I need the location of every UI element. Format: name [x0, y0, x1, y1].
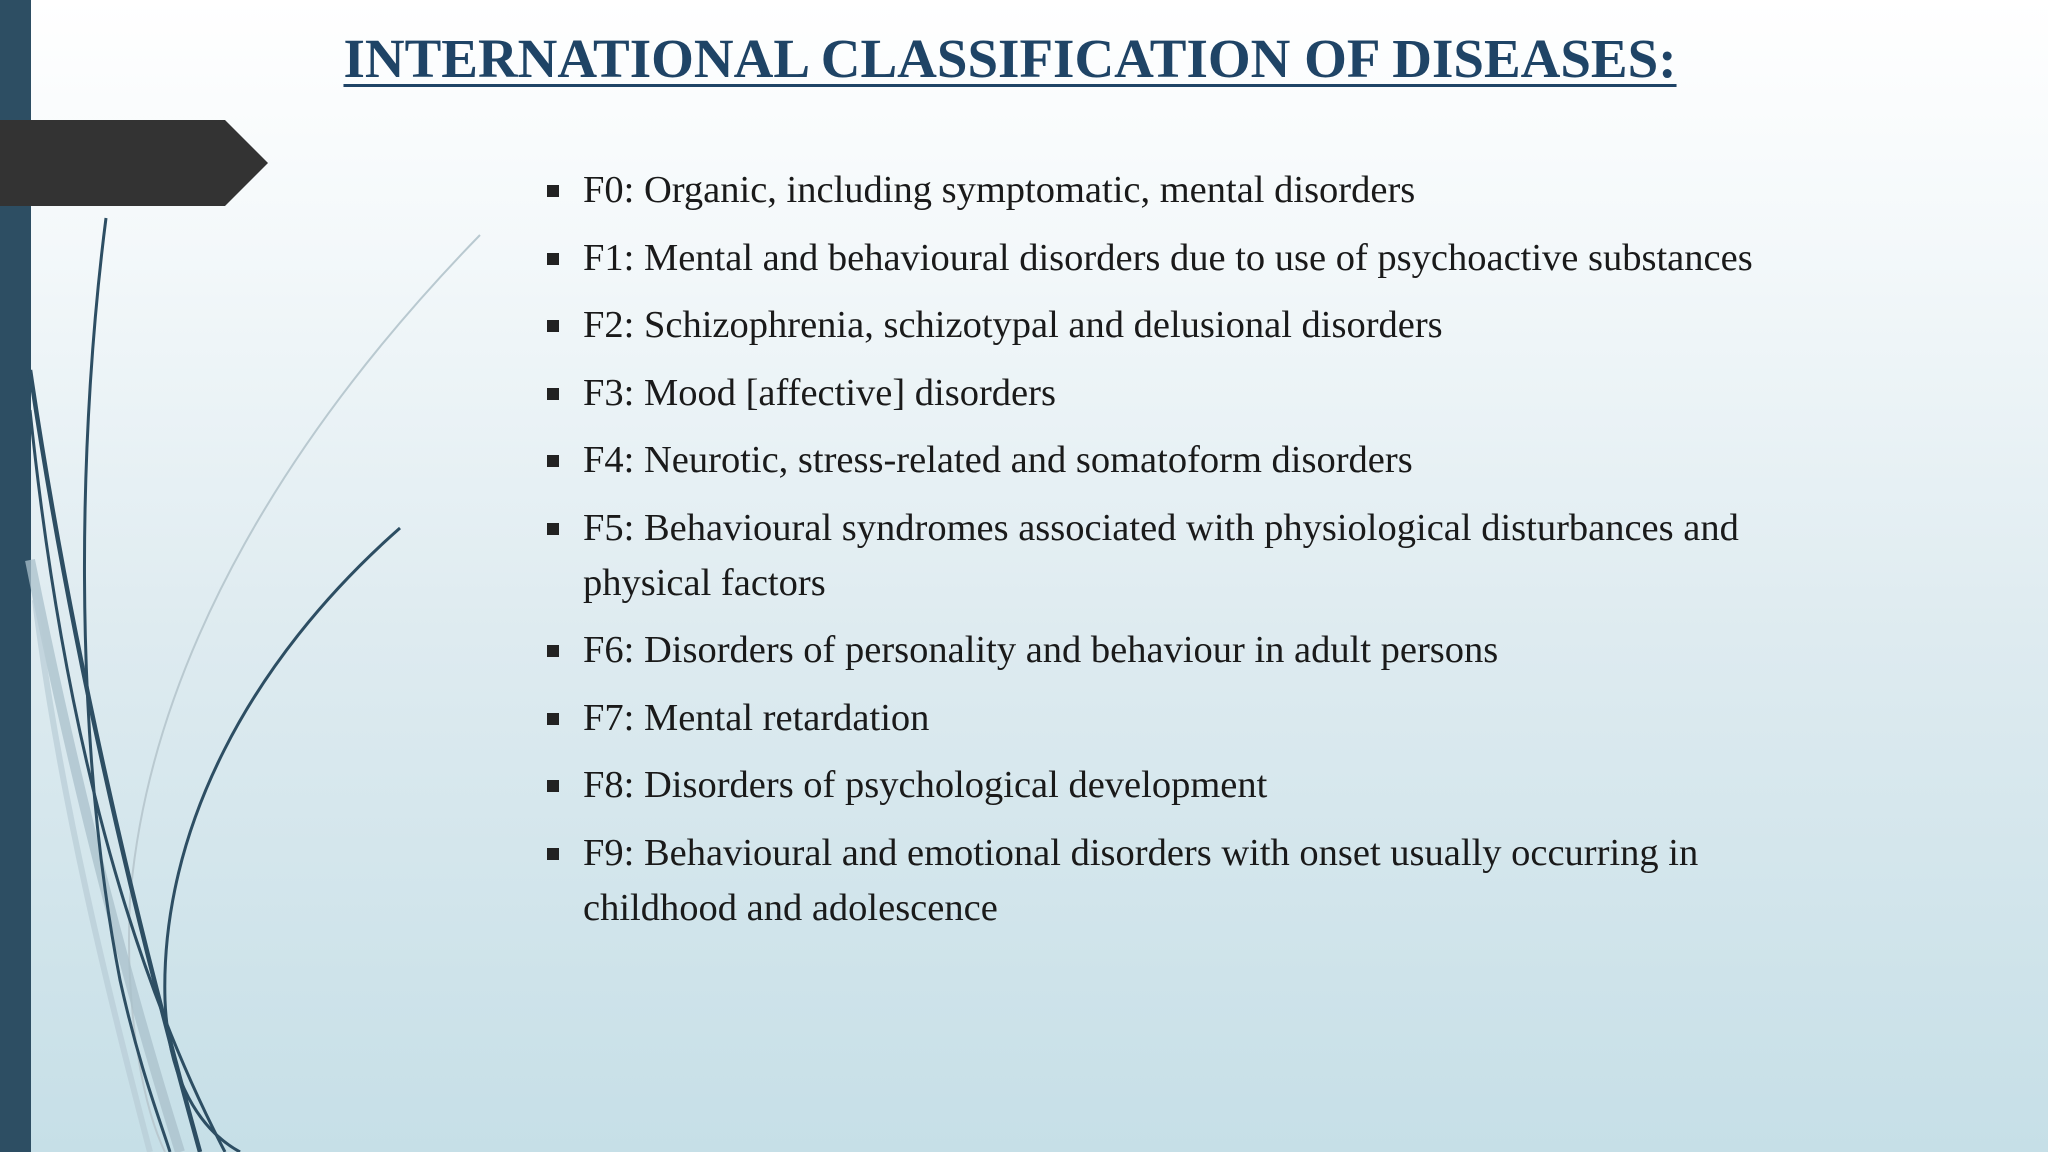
square-bullet-icon — [547, 185, 559, 197]
bullet-item — [545, 231, 1835, 286]
bullet-list — [545, 163, 1835, 948]
bullet-text: F2: Schizophrenia, schizotypal and delusional disorders — [583, 304, 1443, 346]
bullet-item — [545, 433, 1835, 488]
square-bullet-icon — [547, 713, 559, 725]
bullet-text: F5: Behavioural syndromes associated with physiological disturbances and physical factors — [583, 506, 1739, 604]
square-bullet-icon — [547, 523, 559, 535]
bullet-item — [545, 758, 1835, 813]
bullet-text: F9: Behavioural and emotional disorders with onset usually occurring in childhood and adolescence — [583, 831, 1699, 929]
bullet-text: F0: Organic, including symptomatic, mental disorders — [583, 169, 1416, 211]
bullet-item — [545, 163, 1835, 218]
bullet-text: F4: Neurotic, stress-related and somatoform disorders — [583, 439, 1413, 481]
square-bullet-icon — [547, 253, 559, 265]
square-bullet-icon — [547, 455, 559, 467]
bullet-item — [545, 366, 1835, 421]
slide-title: INTERNATIONAL CLASSIFICATION OF DISEASES: — [343, 28, 1677, 89]
square-bullet-icon — [547, 848, 559, 860]
bullet-text: F6: Disorders of personality and behaviour in adult persons — [583, 629, 1499, 671]
bullet-item — [545, 298, 1835, 353]
square-bullet-icon — [547, 388, 559, 400]
square-bullet-icon — [547, 320, 559, 332]
square-bullet-icon — [547, 780, 559, 792]
bullet-text: F8: Disorders of psychological development — [583, 764, 1268, 806]
bullet-item — [545, 501, 1835, 611]
bullet-text: F7: Mental retardation — [583, 696, 930, 739]
bullet-item — [545, 623, 1835, 678]
arrow-tab-shape — [0, 120, 270, 206]
square-bullet-icon — [547, 645, 559, 657]
bullet-text: F3: Mood [affective] disorders — [583, 371, 1056, 414]
bullet-item — [545, 691, 1835, 746]
bullet-item — [545, 826, 1835, 936]
bullet-text: F1: Mental and behavioural disorders due to use of psychoactive substances — [583, 236, 1753, 279]
